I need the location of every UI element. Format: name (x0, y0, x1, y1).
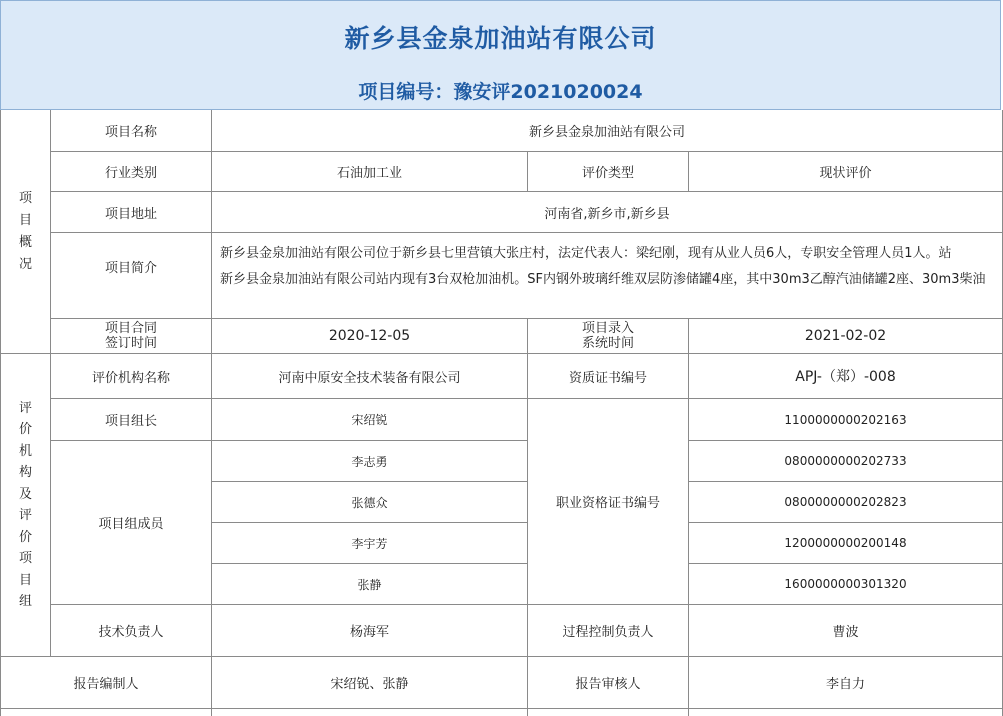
section-char: 构 (18, 465, 32, 480)
section-char: 价 (18, 422, 32, 437)
eval-type-label: 评价类型 (528, 152, 689, 192)
section-char: 概 (18, 234, 32, 250)
team-member-name: 张静 (212, 564, 528, 605)
tech-lead-label: 技术负责人 (51, 605, 212, 657)
next-row-cell (528, 709, 689, 716)
team-member-name: 李宇芳 (212, 523, 528, 564)
project-name-label: 项目名称 (51, 110, 212, 152)
overview-section-label (0, 110, 51, 354)
section-char: 目 (18, 572, 32, 588)
contract-label-line: 签订时间 (104, 336, 157, 351)
company-title: 新乡县金泉加油站有限公司 (344, 24, 657, 53)
section-char: 组 (18, 594, 32, 609)
next-row-cell (212, 709, 528, 716)
section-char: 目 (18, 212, 32, 228)
section-char: 况 (18, 256, 32, 272)
section-char: 项 (18, 190, 32, 206)
eval-org-value: 河南中原安全技术装备有限公司 (212, 354, 528, 399)
industry-label: 行业类别 (51, 152, 212, 192)
industry-value: 石油加工业 (212, 152, 528, 192)
address-label: 项目地址 (51, 192, 212, 233)
report-reviewer-label: 报告审核人 (528, 657, 689, 709)
contract-date-value: 2020-12-05 (212, 319, 528, 354)
qualification-cert-number: 0800000000202733 (689, 441, 1003, 482)
cert-value: APJ-（郑）-008 (689, 354, 1003, 399)
contract-label-line: 项目合同 (104, 321, 157, 336)
section-char: 项 (18, 551, 32, 566)
evaluation-section-label (0, 354, 51, 657)
section-char: 评 (18, 508, 32, 523)
team-leader-label: 项目组长 (51, 399, 212, 441)
section-char: 及 (18, 486, 32, 502)
team-leader-name: 宋绍锐 (212, 399, 528, 441)
process-control-label: 过程控制负责人 (528, 605, 689, 657)
team-member-name: 李志勇 (212, 441, 528, 482)
tech-lead-value: 杨海军 (212, 605, 528, 657)
qualification-cert-number: 1100000000202163 (689, 399, 1003, 441)
intro-value (212, 233, 1003, 319)
team-member-name: 张德众 (212, 482, 528, 523)
section-char: 价 (18, 529, 32, 545)
report-reviewer-value: 李自力 (689, 657, 1003, 709)
entry-date-value: 2021-02-02 (689, 319, 1003, 354)
cert-label: 资质证书编号 (528, 354, 689, 399)
next-row-cell (689, 709, 1003, 716)
team-members-label: 项目组成员 (51, 441, 212, 605)
qualification-cert-number: 1600000000301320 (689, 564, 1003, 605)
section-char: 评 (18, 400, 32, 416)
qualification-cert-number: 0800000000202823 (689, 482, 1003, 523)
eval-type-value: 现状评价 (689, 152, 1003, 192)
project-name-value: 新乡县金泉加油站有限公司 (212, 110, 1003, 152)
qualification-cert-label: 职业资格证书编号 (528, 399, 689, 605)
entry-label-line: 项目录入 (581, 321, 634, 336)
intro-label: 项目简介 (51, 233, 212, 319)
next-row-cell (0, 709, 212, 716)
intro-line-1: 新乡县金泉加油站有限公司位于新乡县七里营镇大张庄村，法定代表人：梁纪刚，现有从业人员6人，专职安全管理人员1人。站 (220, 246, 952, 261)
qualification-cert-number: 1200000000200148 (689, 523, 1003, 564)
report-author-label: 报告编制人 (0, 657, 212, 709)
project-number: 项目编号：豫安评2021020024 (358, 81, 643, 103)
contract-date-label (51, 319, 212, 354)
address-value: 河南省,新乡市,新乡县 (212, 192, 1003, 233)
process-control-value: 曹波 (689, 605, 1003, 657)
report-author-value: 宋绍锐、张静 (212, 657, 528, 709)
intro-line-2: 新乡县金泉加油站有限公司站内现有3台双枪加油机。SF内钢外玻璃纤维双层防渗储罐4座，其中30m3乙醇汽油储罐2座、30m3柴油 (220, 272, 986, 287)
entry-date-label (528, 319, 689, 354)
section-char: 机 (18, 443, 32, 459)
entry-label-line: 系统时间 (581, 336, 634, 351)
eval-org-label: 评价机构名称 (51, 354, 212, 399)
